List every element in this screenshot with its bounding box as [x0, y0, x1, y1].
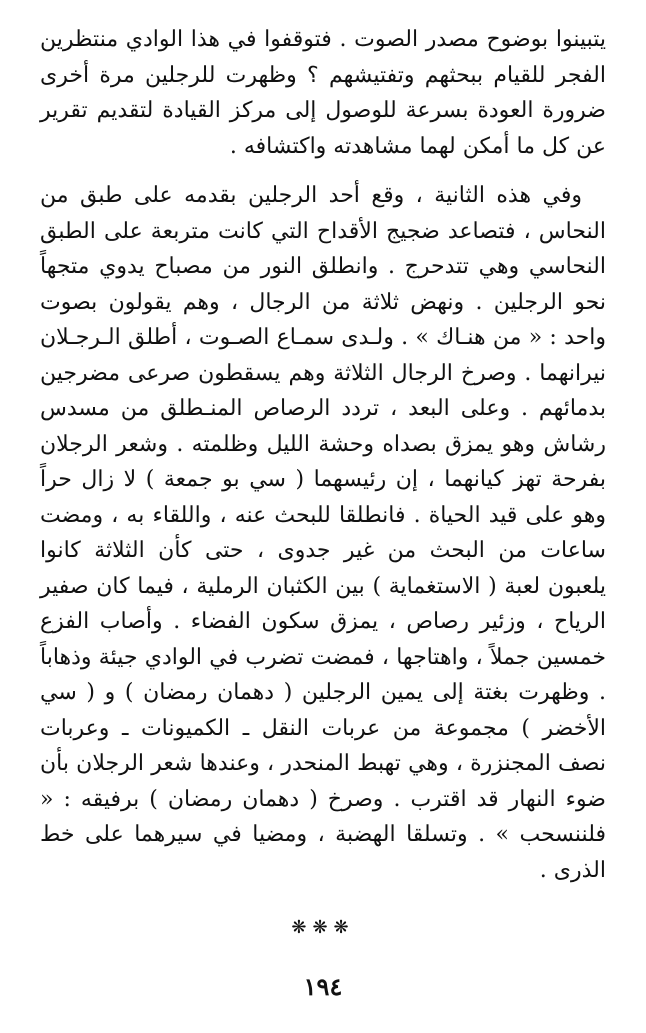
section-separator: ❋❋❋	[291, 917, 355, 938]
page-number: ١٩٤	[303, 972, 343, 1001]
page-body	[40, 22, 606, 888]
paragraph-2: وفي هذه الثانية ، وقع أحد الرجلين بقدمه على طبق من النحاس ، فتصاعد ضجيج الأقداح التي كانت متربعة على الطبق النحاسي وهي تتدحرج . وانطلق النور من مصباح يدوي متجهاً نحو الرجلين . ونهض ثلاثة من الرجال ، وهم يقولون بصوت واحد : « من هنـاك » . ولـدى سمـاع الصـوت ، أطلق الـرجـلان نيرانهما . وصرخ الرجال الثلاثة وهم يسقطون صرعى مضرجين بدمائهم . وعلى البعد ، تردد الرصاص المنـطلق من مسدس رشاش وهو يمزق بصداه وحشة الليل وظلمته . وشعر الرجلان بفرحة تهز كيانهما ، إن رئيسهما ( سي بو جمعة ) لا زال حراً وهو على قيد الحياة . فانطلقا للبحث عنه ، واللقاء به ، ومضت ساعات من البحث من غير جدوى ، حتى كأن الثلاثة كانوا يلعبون لعبة ( الاستغماية ) بين الكثبان الرملية ، فيما كان صفير الرياح ، وزئير رصاص ، يمزق سكون الفضاء . وأصاب الفزع خمسين جملاً ، واهتاجها ، فمضت تضرب في الوادي جيئة وذهاباً . وظهرت بغتة إلى يمين الرجلين ( دهمان رمضان ) و ( سي الأخضر ) مجموعة من عربات النقل ـ الكميونات ـ وعربات نصف المجنزرة ، وهي تهبط المنحدر ، وعندها شعر الرجلان بأن ضوء النهار قد اقترب . وصرخ ( دهمان رمضان ) برفيقه : « فلننسحب » . وتسلقا الهضبة ، ومضيا في سيرهما على خط الذرى .	[40, 183, 606, 883]
paragraph-1: يتبينوا بوضوح مصدر الصوت . فتوقفوا في هذا الوادي منتظرين الفجر للقيام ببحثهم وتفتيشهم ؟ وظهرت للرجلين مرة أخرى ضرورة العودة بسرعة للوصول إلى مركز القيادة لتقديم تقرير عن كل ما أمكن لهما مشاهدته واكتشافه .	[40, 27, 606, 159]
